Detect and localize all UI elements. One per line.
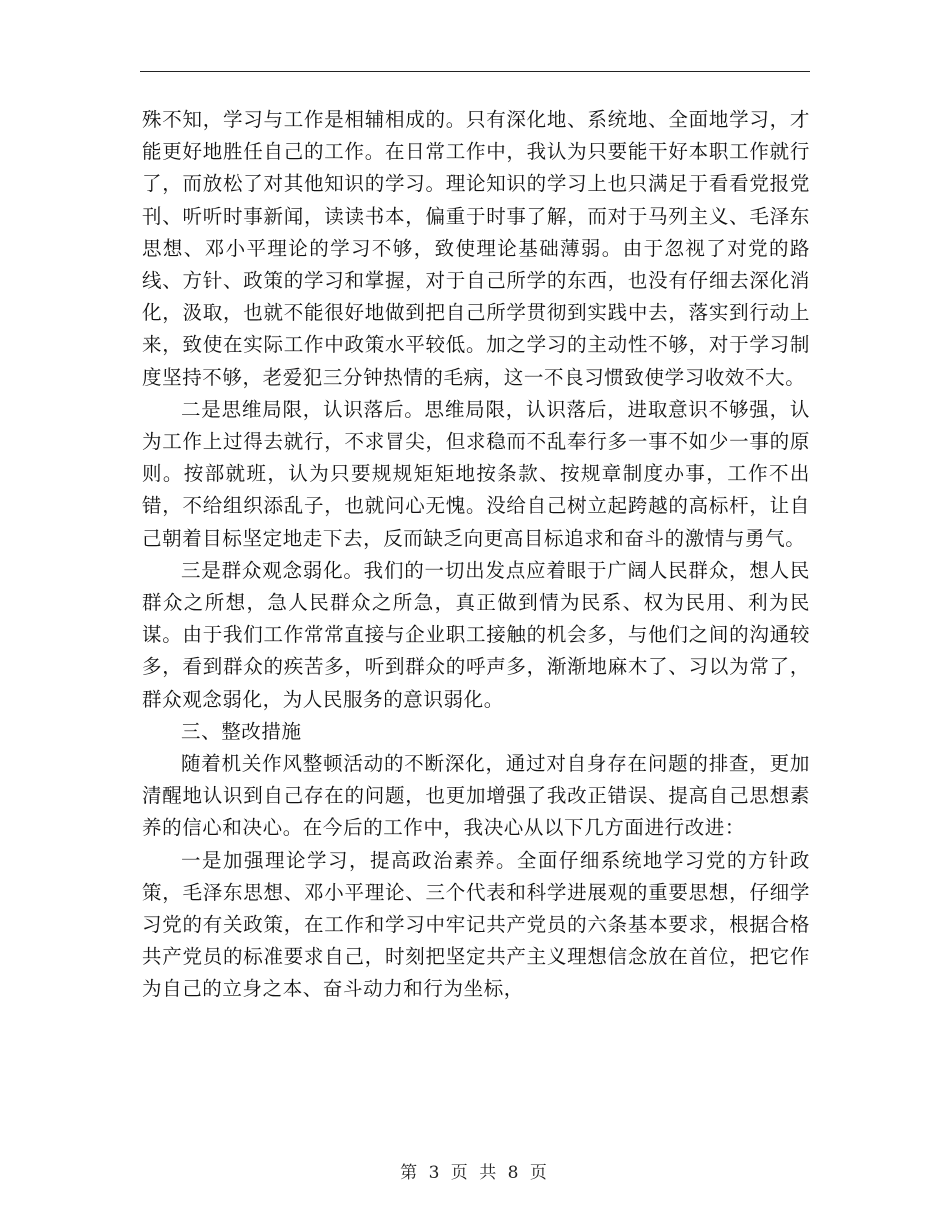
page-number: 第 3 页 共 8 页 xyxy=(400,1163,550,1183)
paragraph-point-two: 二是思维局限，认识落后。思维局限，认识落后，进取意识不够强，认为工作上过得去就行，不求冒尖，但求稳而不乱奉行多一事不如少一事的原则。按部就班，认为只要规规矩矩地按条款、按规章制度办事，工作不出错，不给组织添乱子，也就问心无愧。没给自己树立起跨越的高标杆，让自己朝着目标坚定地走下去，反而缺乏向更高目标追求和奋斗的激情与勇气。 xyxy=(142,397,810,550)
paragraph-rectification-intro: 随着机关作风整顿活动的不断深化，通过对自身存在问题的排查，更加清醒地认识到自己存在的问题，也更加增强了我改正错误、提高自己思想素养的信心和决心。在今后的工作中，我决心从以下几方面进行改进： xyxy=(142,752,810,840)
document-body xyxy=(142,104,810,1006)
header-rule xyxy=(140,71,810,72)
page-footer xyxy=(0,1158,950,1183)
paragraph-point-three: 三是群众观念弱化。我们的一切出发点应着眼于广阔人民群众，想人民群众之所想，急人民群众之所急，真正做到情为民系、权为民用、利为民谋。由于我们工作常常直接与企业职工接触的机会多，与他们之间的沟通较多，看到群众的疾苦多，听到群众的呼声多，渐渐地麻木了、习以为常了，群众观念弱化，为人民服务的意识弱化。 xyxy=(142,558,810,711)
paragraph-continuation: 殊不知，学习与工作是相辅相成的。只有深化地、系统地、全面地学习，才能更好地胜任自己的工作。在日常工作中，我认为只要能干好本职工作就行了，而放松了对其他知识的学习。理论知识的学习上也只满足于看看党报党刊、听听时事新闻，读读书本，偏重于时事了解，而对于马列主义、毛泽东思想、邓小平理论的学习不够，致使理论基础薄弱。由于忽视了对党的路线、方针、政策的学习和掌握，对于自己所学的东西，也没有仔细去深化消化，汲取，也就不能很好地做到把自己所学贯彻到实践中去，落实到行动上来，致使在实际工作中政策水平较低。加之学习的主动性不够，对于学习制度坚持不够，老爱犯三分钟热情的毛病，这一不良习惯致使学习收效不大。 xyxy=(142,108,810,389)
section-heading-rectification: 三、整改措施 xyxy=(181,719,302,743)
paragraph-measure-one: 一是加强理论学习，提高政治素养。全面仔细系统地学习党的方针政策，毛泽东思想、邓小平理论、三个代表和科学进展观的重要思想，仔细学习党的有关政策，在工作和学习中牢记共产党员的六条基本要求，根据合格共产党员的标准要求自己，时刻把坚定共产主义理想信念放在首位，把它作为自己的立身之本、奋斗动力和行为坐标， xyxy=(142,848,810,1001)
